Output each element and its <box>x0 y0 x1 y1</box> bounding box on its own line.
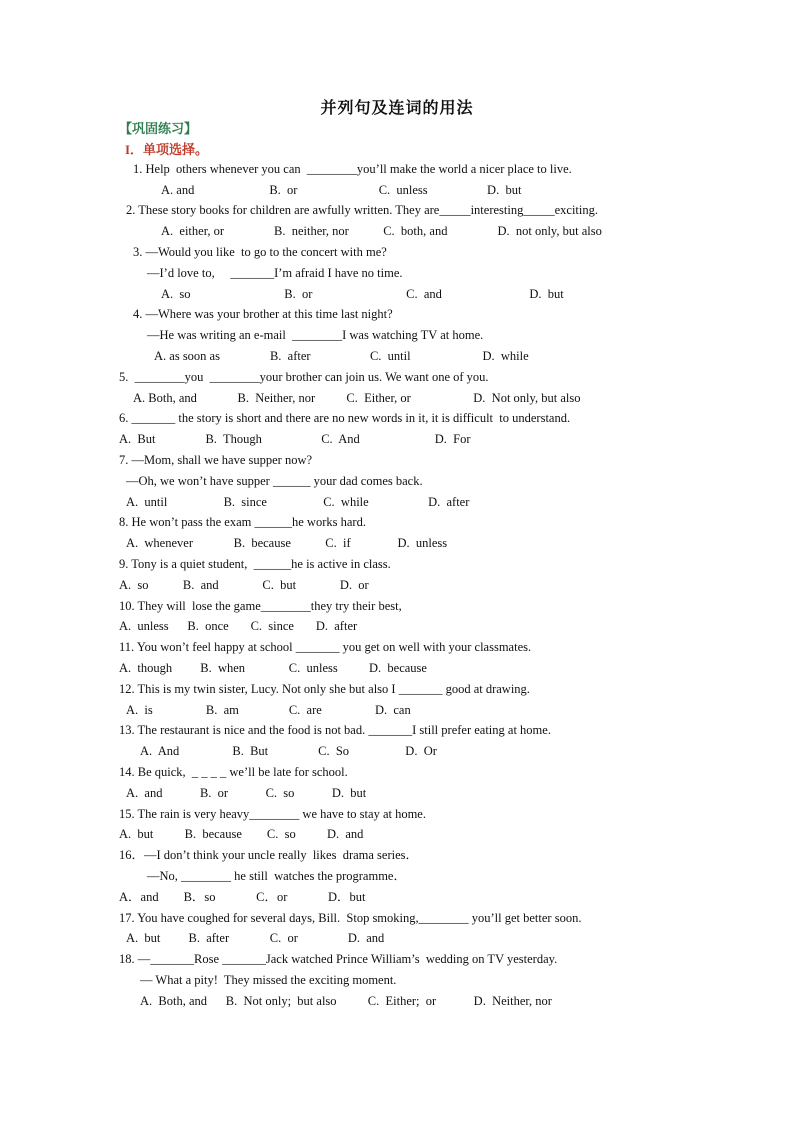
question-15: 15. The rain is very heavy________ we have to stay at home. <box>119 807 426 821</box>
question-6: 6. _______ the story is short and there are no new words in it, it is difficult to understand. <box>119 411 571 425</box>
question-17: 17. You have coughed for several days, Bill. Stop smoking,________ you’ll get better soon. <box>119 911 582 925</box>
question-10: 10. They will lose the game________they try their best, <box>119 599 402 613</box>
question-13: 13. The restaurant is nice and the food is not bad. _______I still prefer eating at home. <box>119 723 551 737</box>
options-16: A．and B．so C．or D．but <box>119 890 366 904</box>
question-4: 4. —Where was your brother at this time last night? <box>133 307 393 321</box>
question-3: 3. —Would you like to go to the concert with me? <box>133 245 387 259</box>
options-12: A. is B. am C. are D. can <box>126 703 411 717</box>
question-14: 14. Be quick, _ _ _ _ we’ll be late for school. <box>119 765 348 779</box>
question-3-reply: —I’d love to, _______I’m afraid I have no time. <box>147 266 403 280</box>
options-2: A. either, or B. neither, nor C. both, and D. not only, but also <box>161 224 602 238</box>
question-18: 18. —_______Rose _______Jack watched Prince William’s wedding on TV yesterday. <box>119 952 558 966</box>
options-14: A. and B. or C. so D. but <box>126 786 367 800</box>
options-11: A. though B. when C. unless D. because <box>119 661 427 675</box>
question-7-reply: —Oh, we won’t have supper ______ your dad comes back. <box>126 474 423 488</box>
question-11: 11. You won’t feel happy at school _______ you get on well with your classmates. <box>119 640 532 654</box>
question-9: 9. Tony is a quiet student, ______he is active in class. <box>119 557 391 571</box>
options-17: A. but B. after C. or D. and <box>126 931 385 945</box>
section-label: 【巩固练习】 <box>119 121 198 136</box>
options-1: A. and B. or C. unless D. but <box>161 183 522 197</box>
question-2: 2. These story books for children are awfully written. They are_____interesting_____exciting. <box>126 203 598 217</box>
options-4: A. as soon as B. after C. until D. while <box>154 349 529 363</box>
question-4-reply: —He was writing an e-mail ________I was watching TV at home. <box>147 328 484 342</box>
question-12: 12. This is my twin sister, Lucy. Not only she but also I _______ good at drawing. <box>119 682 530 696</box>
subsection-label: I．单项选择。 <box>125 142 209 157</box>
question-16: 16．—I don’t think your uncle really likes drama series． <box>119 848 419 862</box>
options-8: A. whenever B. because C. if D. unless <box>126 536 448 550</box>
options-10: A. unless B. once C. since D. after <box>119 619 358 633</box>
options-13: A. And B. But C. So D. Or <box>140 744 437 758</box>
options-7: A. until B. since C. while D. after <box>126 495 470 509</box>
question-5: 5. ________you ________your brother can join us. We want one of you. <box>119 370 489 384</box>
question-8: 8. He won’t pass the exam ______he works hard. <box>119 515 366 529</box>
page-title: 并列句及连词的用法 <box>320 100 474 117</box>
question-18-reply: — What a pity! They missed the exciting moment. <box>140 973 397 987</box>
question-7: 7. —Mom, shall we have supper now? <box>119 453 313 467</box>
options-18: A. Both, and B. Not only; but also C. Either; or D. Neither, nor <box>140 994 552 1008</box>
options-6: A. But B. Though C. And D. For <box>119 432 471 446</box>
options-9: A. so B. and C. but D. or <box>119 578 369 592</box>
options-3: A. so B. or C. and D. but <box>161 287 564 301</box>
options-15: A. but B. because C. so D. and <box>119 827 364 841</box>
question-16-reply: —No, ________ he still watches the programme． <box>147 869 406 883</box>
options-5: A. Both, and B. Neither, nor C. Either, or D. Not only, but also <box>133 391 581 405</box>
question-1: 1. Help others whenever you can ________you’ll make the world a nicer place to live. <box>133 162 572 176</box>
